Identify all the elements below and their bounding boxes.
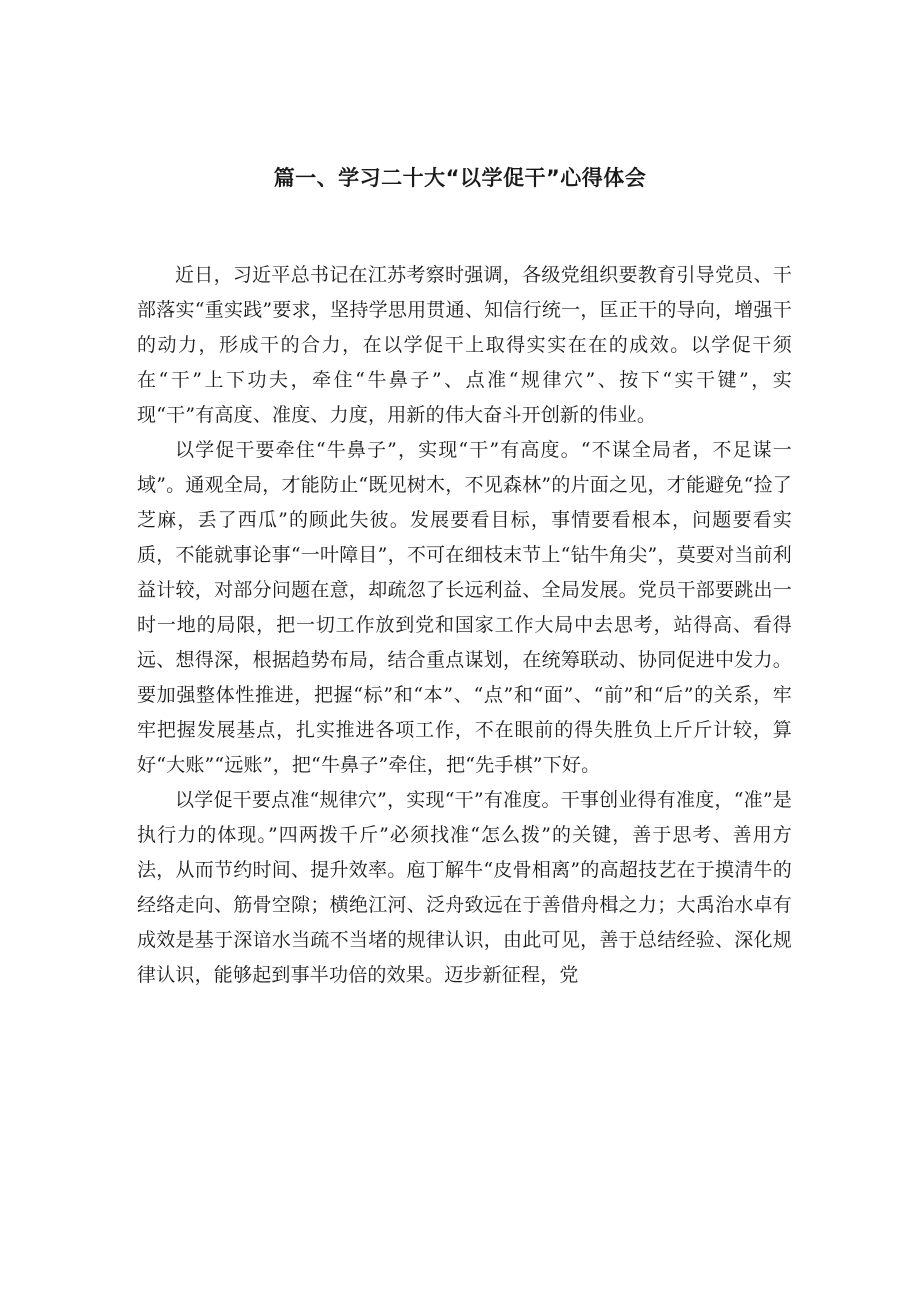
paragraph-1: 近日，习近平总书记在江苏考察时强调，各级党组织要教育引导党员、干部落实“重实践”要求，坚持学思用贯通、知信行统一，匡正干的导向，增强干的动力，形成干的合力，在以学促干上取得实实在在的成效。以学促干须在“干”上下功夫，牵住“牛鼻子”、点准“规律穴”、按下“实干键”，实现“干”有高度、准度、力度，用新的伟大奋斗开创新的伟业。 xyxy=(137,264,792,426)
document-title: 篇一、学习二十大“以学促干”心得体会 xyxy=(273,166,647,190)
document-body xyxy=(137,258,792,993)
paragraph-2: 以学促干要牵住“牛鼻子”，实现“干”有高度。“不谋全局者，不足谋一域”。通观全局，才能防止“既见树木，不见森林”的片面之见，才能避免“捡了芝麻，丢了西瓜”的顾此失彼。发展要看目标，事情要看根本，问题要看实质，不能就事论事“一叶障目”，不可在细枝末节上“钻牛角尖”，莫要对当前利益计较，对部分问题在意，却疏忽了长远利益、全局发展。党员干部要跳出一时一地的局限，把一切工作放到党和国家工作大局中去思考，站得高、看得远、想得深，根据趋势布局，结合重点谋划，在统筹联动、协同促进中发力。要加强整体性推进，把握“标”和“本”、“点”和“面”、“前”和“后”的关系，牢牢把握发展基点，扎实推进各项工作，不在眼前的得失胜负上斤斤计较，算好“大账”“远账”，把“牛鼻子”牵住，把“先手棋”下好。 xyxy=(137,439,792,776)
paragraph-3: 以学促干要点准“规律穴”，实现“干”有准度。干事创业得有准度，“准”是执行力的体现。”四两拨千斤”必须找准“怎么拨”的关键，善于思考、善用方法，从而节约时间、提升效率。庖丁解牛“皮骨相离”的高超技艺在于摸清牛的经络走向、筋骨空隙；横绝江河、泛舟致远在于善借舟楫之力；大禹治水卓有成效是基于深谙水当疏不当堵的规律认识，由此可见，善于总结经验、深化规律认识，能够起到事半功倍的效果。迈步新征程，党 xyxy=(137,789,792,986)
